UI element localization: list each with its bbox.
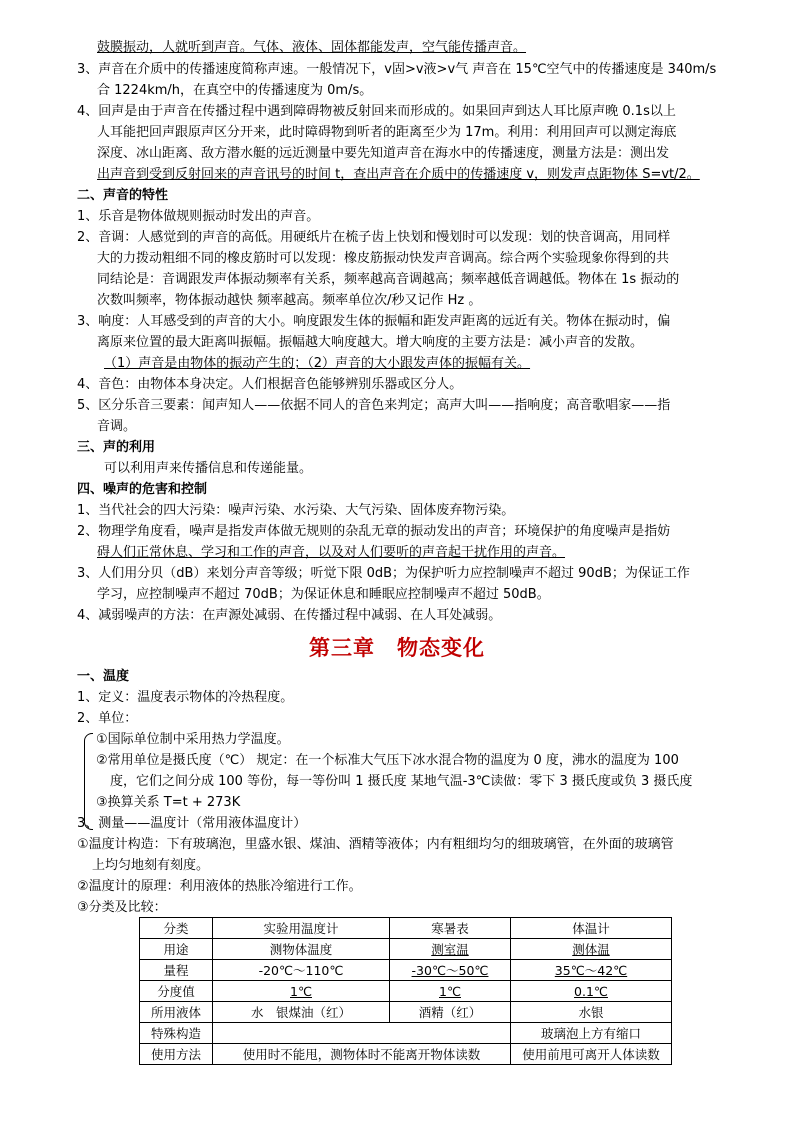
chapter-title: 第三章 物态变化 [309,635,485,660]
text-line: 鼓膜振动，人就听到声音。气体、液体、固体都能发声，空气能传播声音。 [97,40,527,55]
table-cell: 特殊构造 [140,1023,213,1044]
text-line: 度，它们之间分成 100 等份，每一等份叫 1 摄氏度 某地气温-3℃读做：零下 3 摄氏度或负 3 摄氏度 [110,774,693,789]
section-heading: 二、声音的特性 [77,188,169,203]
table-cell: 35℃～42℃ [511,960,672,981]
table-cell: 玻璃泡上方有缩口 [511,1023,672,1044]
text-line: 次数叫频率，物体振动越快 频率越高。频率单位次/秒又记作 Hz 。 [97,293,482,308]
text-line: 1、当代社会的四大污染：噪声污染、水污染、大气污染、固体废弃物污染。 [77,503,515,518]
text-line: 碍人们正常休息、学习和工作的声音，以及对人们要听的声音起干扰作用的声音。 [97,545,566,560]
text-line: 1、定义：温度表示物体的冷热程度。 [77,690,294,705]
table-cell: 体温计 [511,918,672,939]
text-line: 3、声音在介质中的传播速度简称声速。一般情况下，v固>v液>v气 声音在 15℃空气中的传播速度是 340m/s [77,62,717,77]
text-line: ②常用单位是摄氏度（℃） 规定：在一个标准大气压下冰水混合物的温度为 0 度，沸水的温度为 100 [96,753,679,768]
table-cell: 所用液体 [140,1002,213,1023]
text-line: 同结论是：音调跟发声体振动频率有关系，频率越高音调越高；频率越低音调越低。物体在 1s 振动的 [97,272,680,287]
table-row [140,1002,672,1023]
text-line: ③换算关系 T=t + 273K [96,795,241,810]
text-line: 2、音调：人感觉到的声音的高低。用硬纸片在梳子齿上快划和慢划时可以发现：划的快音调高，用同样 [77,230,671,245]
text-line: ①温度计构造：下有玻璃泡，里盛水银、煤油、酒精等液体；内有粗细均匀的细玻璃管，在外面的玻璃管 [77,837,674,852]
section-heading: 三、声的利用 [77,440,156,455]
text-line: 上均匀地刻有刻度。 [92,858,210,873]
table-cell: 1℃ [213,981,390,1002]
table-cell: -20℃～110℃ [213,960,390,981]
table-cell: 分类 [140,918,213,939]
text-line: 音调。 [97,419,137,434]
table-cell: 测物体温度 [213,939,390,960]
text-line: 4、减弱噪声的方法：在声源处减弱、在传播过程中减弱、在人耳处减弱。 [77,608,502,623]
text-line: 2、物理学角度看，噪声是指发声体做无规则的杂乱无章的振动发出的声音；环境保护的角度噪声是指妨 [77,524,671,539]
table-cell: 0.1℃ [511,981,672,1002]
text-line: 离原来位置的最大距离叫振幅。振幅越大响度越大。增大响度的主要方法是：减小声音的发散。 [97,335,644,350]
table-row [140,918,672,939]
table-cell: 使用方法 [140,1044,213,1065]
text-line: 5、区分乐音三要素：闻声知人——依据不同人的音色来判定；高声大叫——指响度；高音歌唱家——指 [77,398,671,413]
table-cell: 实验用温度计 [213,918,390,939]
table-cell: 使用时不能甩，测物体时不能离开物体读数 [213,1044,511,1065]
section-heading: 一、温度 [77,669,130,684]
table-cell: 水银 [511,1002,672,1023]
table-cell: 分度值 [140,981,213,1002]
text-line: 大的力拨动粗细不同的橡皮筋时可以发现：橡皮筋振动快发声音调高。综合两个实验现象你得到的共 [97,251,670,266]
text-line: 可以利用声来传播信息和传递能量。 [104,461,313,476]
text-line: 人耳能把回声跟原声区分开来，此时障碍物到听者的距离至少为 17m。利用：利用回声可以测定海底 [97,125,677,140]
text-line: 学习，应控制噪声不超过 70dB；为保证休息和睡眠应控制噪声不超过 50dB。 [97,587,550,602]
table-row [140,981,672,1002]
table-cell [213,1023,511,1044]
text-line: ②温度计的原理：利用液体的热胀冷缩进行工作。 [77,879,362,894]
text-line: 4、回声是由于声音在传播过程中遇到障碍物被反射回来而形成的。如果回声到达人耳比原声晚 0.1s以上 [77,104,676,119]
text-line: ①国际单位制中采用热力学温度。 [96,732,290,747]
text-line: 深度、冰山距离、敌方潜水艇的远近测量中要先知道声音在海水中的传播速度，测量方法是：测出发 [97,146,670,161]
text-line: 3、人们用分贝（dB）来划分声音等级；听觉下限 0dB；为保护听力应控制噪声不超过 90dB；为保证工作 [77,566,690,581]
text-line: 出声音到受到反射回来的声音讯号的时间 t，查出声音在介质中的传播速度 v，则发声点距物体 S=vt/2。 [97,167,700,182]
table-cell: 量程 [140,960,213,981]
table-cell: 测室温 [390,939,511,960]
table-row [140,1023,672,1044]
table-cell: 酒精（红） [390,1002,511,1023]
table-cell: 用途 [140,939,213,960]
table-row [140,939,672,960]
text-line: 4、音色：由物体本身决定。人们根据音色能够辨别乐器或区分人。 [77,377,463,392]
table-row [140,1044,672,1065]
table-cell: 使用前甩可离开人体读数 [511,1044,672,1065]
text-line: 2、单位： [77,711,138,726]
section-heading: 四、噪声的危害和控制 [77,482,208,497]
text-line: 合 1224km/h，在真空中的传播速度为 0m/s。 [97,83,373,98]
table-cell: -30℃～50℃ [390,960,511,981]
table-row [140,960,672,981]
table-cell: 寒暑表 [390,918,511,939]
text-line: （1）声音是由物体的振动产生的；（2）声音的大小跟发声体的振幅有关。 [104,356,531,371]
table-cell: 1℃ [390,981,511,1002]
text-line: 3、响度：人耳感受到的声音的大小。响度跟发生体的振幅和距发声距离的远近有关。物体在振动时，偏 [77,314,671,329]
table-cell: 水 银煤油（红） [213,1002,390,1023]
table-cell: 测体温 [511,939,672,960]
thermometer-comparison-table [139,917,672,1065]
text-line: 1、乐音是物体做规则振动时发出的声音。 [77,209,320,224]
text-line: 3、测量——温度计（常用液体温度计） [77,816,307,831]
text-line: ③分类及比较： [77,900,167,915]
